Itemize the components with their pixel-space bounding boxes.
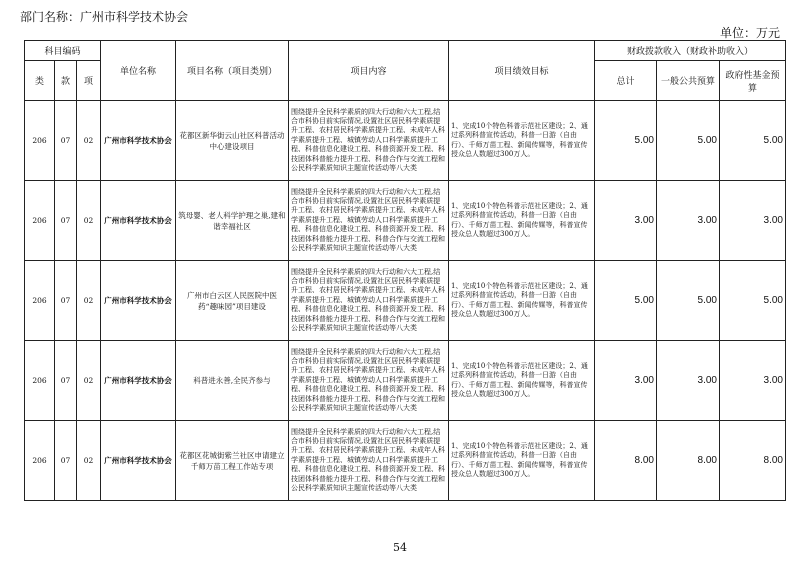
- table-row: [25, 341, 786, 421]
- xiang-cell: 02: [77, 181, 101, 261]
- xiang-cell: 02: [77, 261, 101, 341]
- gov-fund-cell: 5.00: [720, 261, 786, 341]
- kuan-cell: 07: [55, 101, 77, 181]
- kuan-cell: 07: [55, 421, 77, 501]
- gov-fund-cell: 3.00: [720, 181, 786, 261]
- unit-name-cell: 广州市科学技术协会: [101, 421, 176, 501]
- project-name-header: 项目名称（项目类别）: [176, 41, 289, 101]
- performance-goal-cell: 1、完成10个特色科普示范社区建设；2、通过系列科普宣传活动，科普一日游（自由行）、千师万苗工程、新闻传媒等，科普宣传授众总人数超过300万人。: [449, 181, 595, 261]
- project-name-cell: 筑母婴、老人科学护理之巢,建和谐幸福社区: [176, 181, 289, 261]
- finance-group-header: 财政拨款收入（财政补助收入）: [595, 41, 786, 61]
- xiang-cell: 02: [77, 341, 101, 421]
- lei-cell: 206: [25, 341, 55, 421]
- performance-goal-cell: 1、完成10个特色科普示范社区建设；2、通过系列科普宣传活动，科普一日游（自由行）、千师万苗工程、新闻传媒等，科普宣传授众总人数超过300万人。: [449, 341, 595, 421]
- total-cell: 5.00: [595, 261, 657, 341]
- gov-fund-cell: 8.00: [720, 421, 786, 501]
- total-cell: 8.00: [595, 421, 657, 501]
- total-cell: 3.00: [595, 341, 657, 421]
- general-budget-cell: 8.00: [657, 421, 720, 501]
- unit-name-cell: 广州市科学技术协会: [101, 341, 176, 421]
- unit-name-cell: 广州市科学技术协会: [101, 101, 176, 181]
- kuan-cell: 07: [55, 261, 77, 341]
- kuan-cell: 07: [55, 341, 77, 421]
- general-budget-cell: 3.00: [657, 181, 720, 261]
- project-content-cell: 围绕提升全民科学素质的四大行动和六大工程,结合市科协目前实际情况,设置社区居民科学素质提升工程、农村居民科学素质提升工程、未成年人科学素质提升工程、城镇劳动人口科学素质提升工程、科普信息化建设工程、科普资源开发工程、科技团体科普能力提升工程、科普合作与交流工程和公民科学素质知识主题宣传活动等八大类: [289, 261, 449, 341]
- total-cell: 3.00: [595, 181, 657, 261]
- lei-cell: 206: [25, 181, 55, 261]
- department-title: 部门名称：广州市科学技术协会: [20, 10, 189, 24]
- general-budget-cell: 3.00: [657, 341, 720, 421]
- gov-fund-header: 政府性基金预算: [720, 61, 786, 101]
- xiang-header: 项: [77, 61, 101, 101]
- gov-fund-cell: 5.00: [720, 101, 786, 181]
- performance-goal-header: 项目绩效目标: [449, 41, 595, 101]
- unit-name-cell: 广州市科学技术协会: [101, 181, 176, 261]
- table-row: [25, 421, 786, 501]
- project-content-cell: 围绕提升全民科学素质的四大行动和六大工程,结合市科协目前实际情况,设置社区居民科学素质提升工程、农村居民科学素质提升工程、未成年人科学素质提升工程、城镇劳动人口科学素质提升工程、科普信息化建设工程、科普资源开发工程、科技团体科普能力提升工程、科普合作与交流工程和公民科学素质知识主题宣传活动等八大类: [289, 101, 449, 181]
- project-content-header: 项目内容: [289, 41, 449, 101]
- total-cell: 5.00: [595, 101, 657, 181]
- performance-goal-cell: 1、完成10个特色科普示范社区建设；2、通过系列科普宣传活动，科普一日游（自由行）、千师万苗工程、新闻传媒等，科普宣传授众总人数超过300万人。: [449, 261, 595, 341]
- project-name-cell: 花都区新华街云山社区科普活动中心建设项目: [176, 101, 289, 181]
- general-budget-header: 一般公共预算: [657, 61, 720, 101]
- page-number: 54: [393, 541, 407, 554]
- lei-header: 类: [25, 61, 55, 101]
- unit-name-header: 单位名称: [101, 41, 176, 101]
- lei-cell: 206: [25, 421, 55, 501]
- table-row: [25, 181, 786, 261]
- subject-code-header: 科目编码: [25, 41, 101, 61]
- budget-table: [24, 40, 786, 501]
- unit-label: 单位：万元: [719, 26, 780, 40]
- table-row: [25, 101, 786, 181]
- lei-cell: 206: [25, 261, 55, 341]
- performance-goal-cell: 1、完成10个特色科普示范社区建设；2、通过系列科普宣传活动，科普一日游（自由行）、千师万苗工程、新闻传媒等，科普宣传授众总人数超过300万人。: [449, 421, 595, 501]
- gov-fund-cell: 3.00: [720, 341, 786, 421]
- project-name-cell: 花都区花城街紫兰社区申请建立千师万苗工程工作站专项: [176, 421, 289, 501]
- xiang-cell: 02: [77, 421, 101, 501]
- performance-goal-cell: 1、完成10个特色科普示范社区建设；2、通过系列科普宣传活动，科普一日游（自由行）、千师万苗工程、新闻传媒等，科普宣传授众总人数超过300万人。: [449, 101, 595, 181]
- general-budget-cell: 5.00: [657, 261, 720, 341]
- project-name-cell: 广州市白云区人民医院中医药“趣味园”项目建设: [176, 261, 289, 341]
- project-name-cell: 科普进永善,全民齐参与: [176, 341, 289, 421]
- project-content-cell: 围绕提升全民科学素质的四大行动和六大工程,结合市科协目前实际情况,设置社区居民科学素质提升工程、农村居民科学素质提升工程、未成年人科学素质提升工程、城镇劳动人口科学素质提升工程、科普信息化建设工程、科普资源开发工程、科技团体科普能力提升工程、科普合作与交流工程和公民科学素质知识主题宣传活动等八大类: [289, 341, 449, 421]
- project-content-cell: 围绕提升全民科学素质的四大行动和六大工程,结合市科协目前实际情况,设置社区居民科学素质提升工程、农村居民科学素质提升工程、未成年人科学素质提升工程、城镇劳动人口科学素质提升工程、科普信息化建设工程、科普资源开发工程、科技团体科普能力提升工程、科普合作与交流工程和公民科学素质知识主题宣传活动等八大类: [289, 181, 449, 261]
- kuan-cell: 07: [55, 181, 77, 261]
- lei-cell: 206: [25, 101, 55, 181]
- xiang-cell: 02: [77, 101, 101, 181]
- total-header: 总计: [595, 61, 657, 101]
- unit-name-cell: 广州市科学技术协会: [101, 261, 176, 341]
- general-budget-cell: 5.00: [657, 101, 720, 181]
- kuan-header: 款: [55, 61, 77, 101]
- table-row: [25, 261, 786, 341]
- project-content-cell: 围绕提升全民科学素质的四大行动和六大工程,结合市科协目前实际情况,设置社区居民科学素质提升工程、农村居民科学素质提升工程、未成年人科学素质提升工程、城镇劳动人口科学素质提升工程、科普信息化建设工程、科普资源开发工程、科技团体科普能力提升工程、科普合作与交流工程和公民科学素质知识主题宣传活动等八大类: [289, 421, 449, 501]
